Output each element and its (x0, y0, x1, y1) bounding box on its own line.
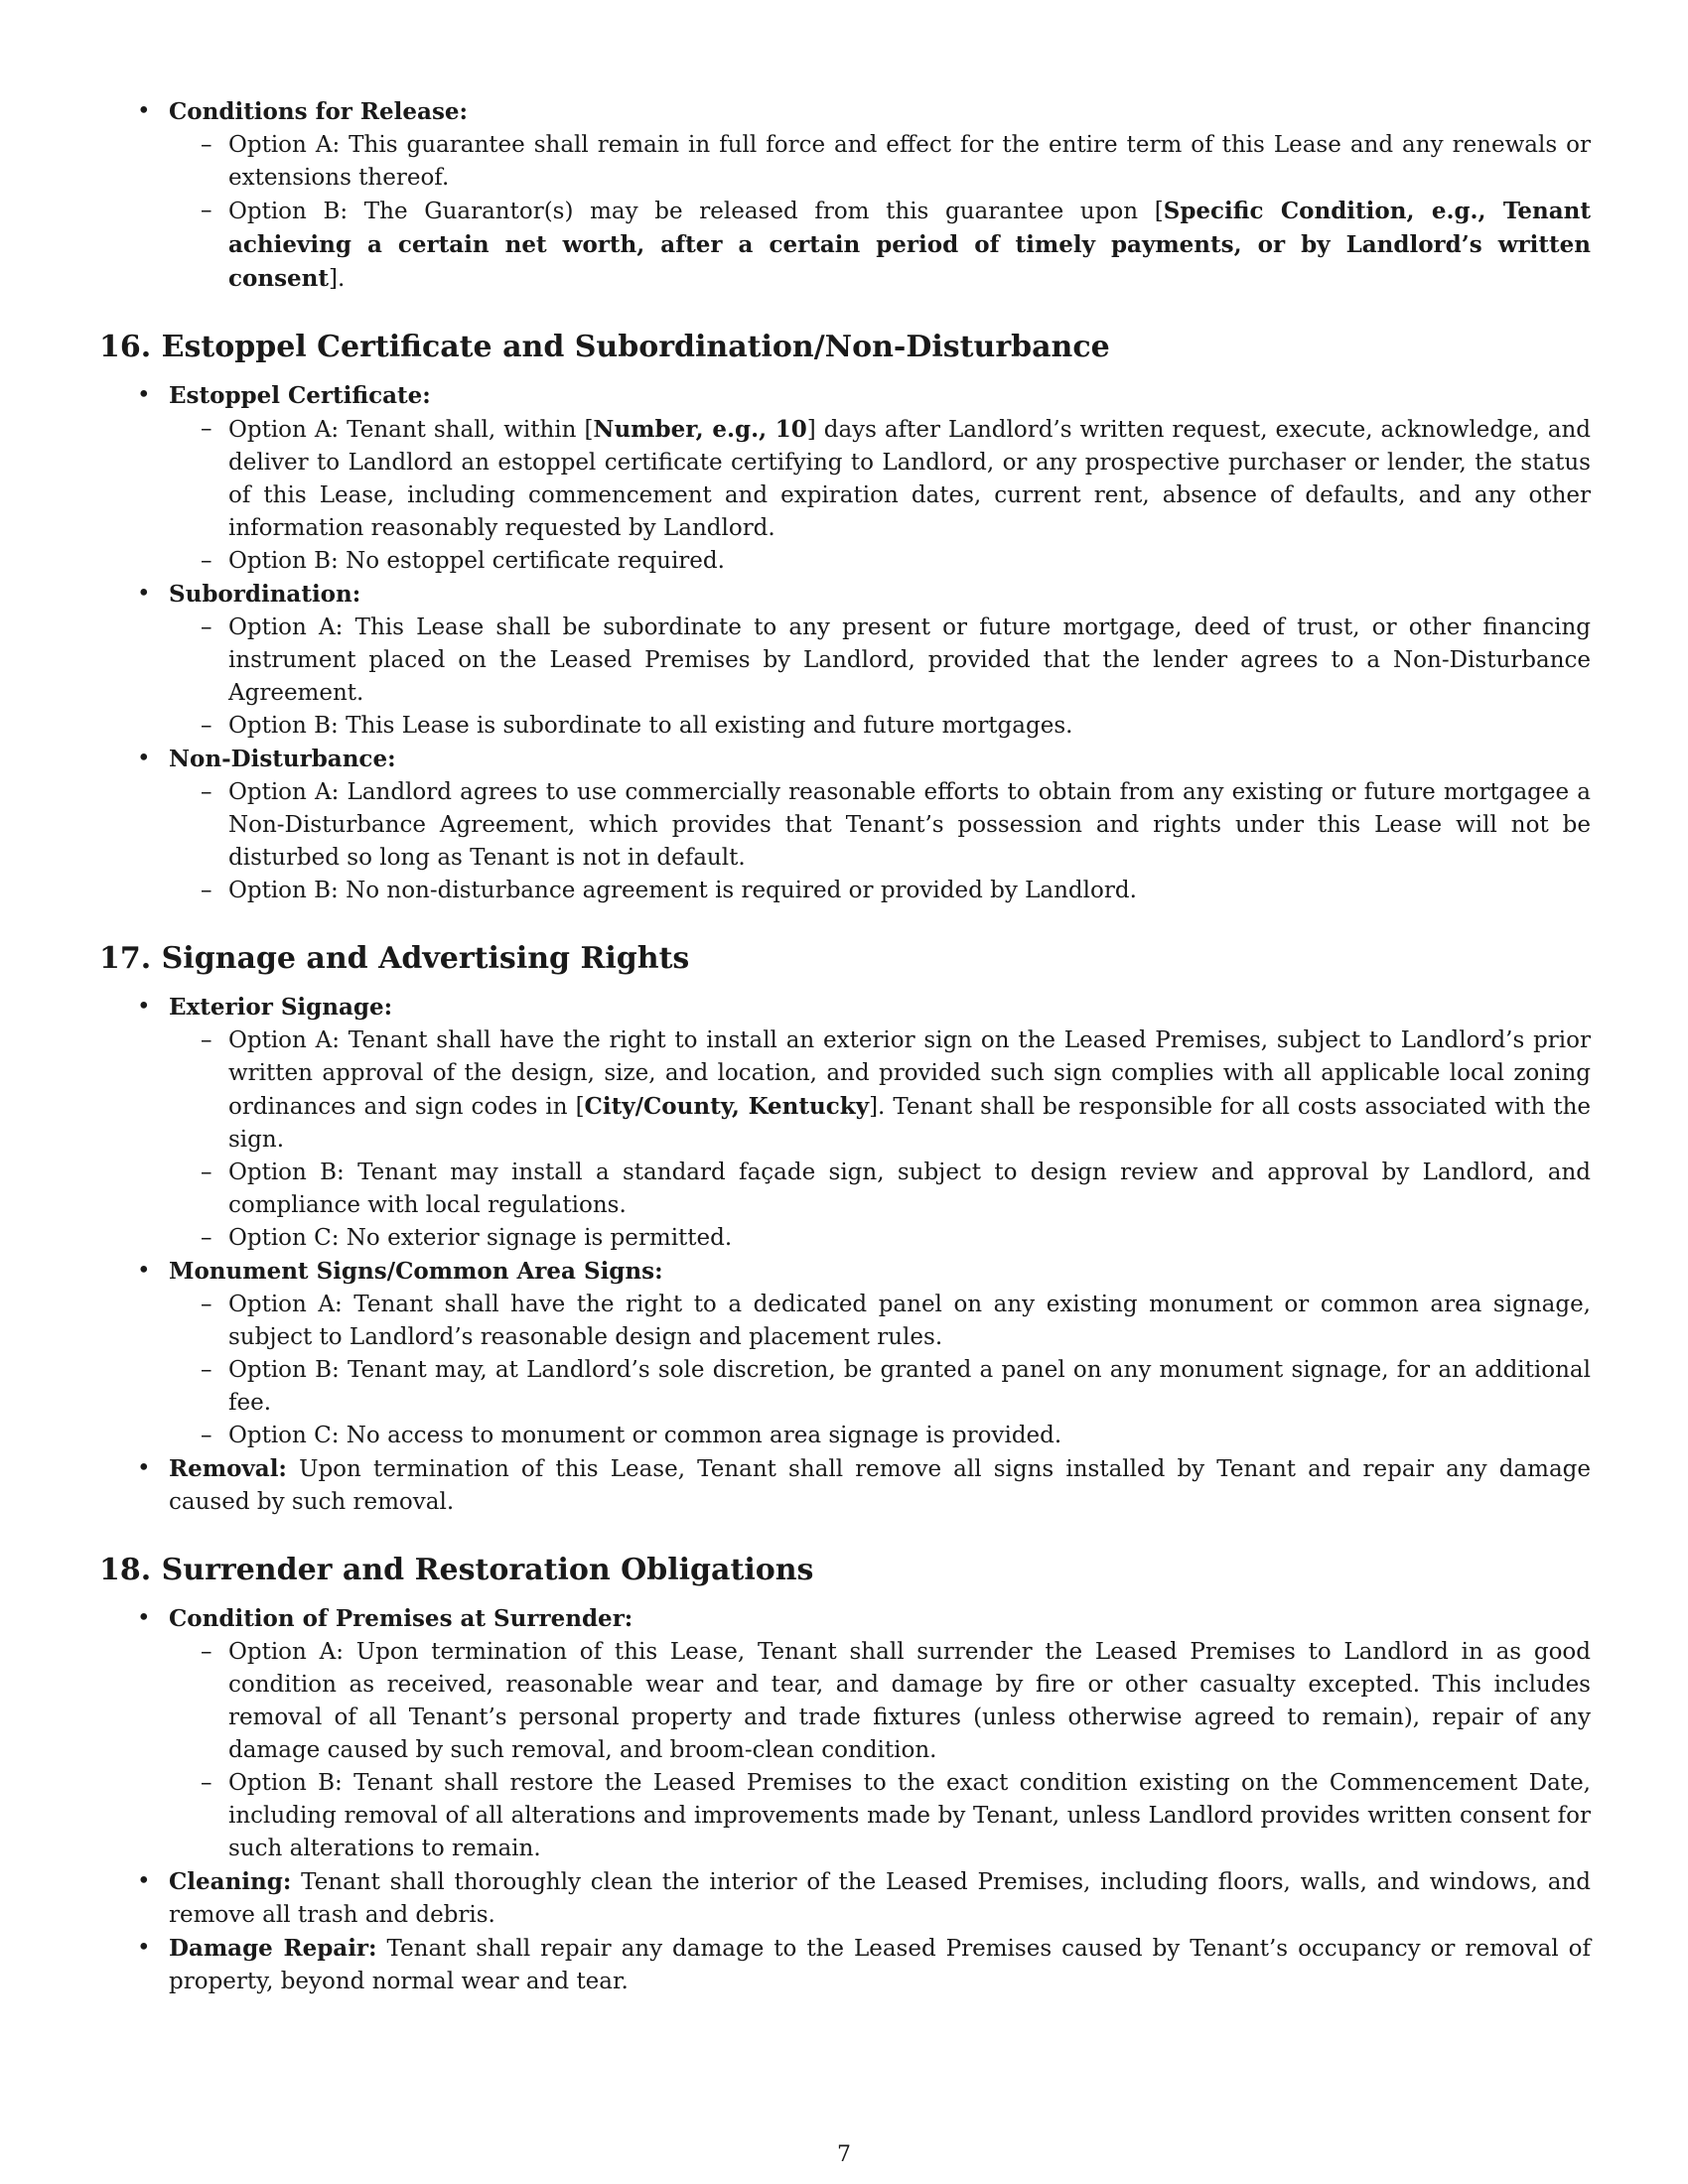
release-option-a: – Option A: This guarantee shall remain in full force and effect for the entire term of this Lease and any renewals or extensions thereof. (169, 129, 1591, 195)
non-disturbance-option-b: – Option B: No non-disturbance agreement is required or provided by Landlord. (169, 875, 1591, 907)
exterior-signage-label: Exterior Signage: (169, 994, 393, 1021)
monument-signs-label: Monument Signs/Common Area Signs: (169, 1258, 663, 1285)
release-option-b: – Option B: The Guarantor(s) may be released from this guarantee upon [Specific Condition, e.g., Tenant achieving a certain net worth, after a certain period of timely payments, or by Landlord’s written consent]. (169, 195, 1591, 296)
surrender-option-a: – Option A: Upon termination of this Lease, Tenant shall surrender the Leased Premises to Landlord in as good condition as received, reasonable wear and tear, and damage by fire or other casualty excepted. This includes removal of all Tenant’s personal property and trade fixtures (unless otherwise agreed to remain), repair of any damage caused by such removal, and broom-clean condition. (169, 1636, 1591, 1767)
non-disturbance-label: Non-Disturbance: (169, 746, 396, 772)
removal-text: Upon termination of this Lease, Tenant shall remove all signs installed by Tenant and repair any damage caused by such removal. (169, 1456, 1591, 1515)
exterior-option-b: – Option B: Tenant may install a standard façade sign, subject to design review and approval by Landlord, and compliance with local regulations. (169, 1157, 1591, 1222)
section-17 (99, 941, 1591, 1519)
non-disturbance-item (99, 743, 1591, 907)
cleaning-item (99, 1865, 1591, 1932)
surrender-option-b: – Option B: Tenant shall restore the Leased Premises to the exact condition existing on the Commencement Date, including removal of all alterations and improvements made by Tenant, unless Landlord provides written consent for such alterations to remain. (169, 1767, 1591, 1865)
estoppel-option-b: – Option B: No estoppel certificate required. (169, 545, 1591, 578)
cleaning-label: Cleaning: (169, 1868, 292, 1895)
release-conditions-label: Conditions for Release: (169, 98, 469, 125)
non-disturbance-option-a: – Option A: Landlord agrees to use commercially reasonable efforts to obtain from any existing or future mortgagee a Non-Disturbance Agreement, which provides that Tenant’s possession and rights under this Lease will not be disturbed so long as Tenant is not in default. (169, 776, 1591, 875)
section-16-title: 16. Estoppel Certificate and Subordination/Non-Disturbance (99, 330, 1110, 364)
monument-signs-item (99, 1255, 1591, 1452)
section-18-title: 18. Surrender and Restoration Obligations (99, 1553, 814, 1587)
guarantee-continuation (99, 95, 1591, 296)
monument-option-c: – Option C: No access to monument or common area signage is provided. (169, 1420, 1591, 1452)
damage-repair-item (99, 1932, 1591, 1998)
subordination-label: Subordination: (169, 581, 361, 608)
subordination-option-b: – Option B: This Lease is subordinate to all existing and future mortgages. (169, 710, 1591, 743)
page-number: 7 (837, 2142, 851, 2167)
exterior-signage-item (99, 991, 1591, 1255)
section-16 (99, 330, 1591, 907)
monument-option-b: – Option B: Tenant may, at Landlord’s sole discretion, be granted a panel on any monument signage, for an additional fee. (169, 1354, 1591, 1420)
release-conditions-item (99, 95, 1591, 296)
estoppel-item (99, 379, 1591, 578)
subordination-item (99, 578, 1591, 743)
removal-item (99, 1452, 1591, 1519)
removal-label: Removal: (169, 1455, 287, 1482)
subordination-option-a: – Option A: This Lease shall be subordinate to any present or future mortgage, deed of trust, or other financing instrument placed on the Leased Premises by Landlord, provided that the lender agrees to a Non-Disturbance Agreement. (169, 612, 1591, 710)
surrender-condition-item (99, 1602, 1591, 1865)
exterior-option-a: – Option A: Tenant shall have the right to install an exterior sign on the Leased Premises, subject to Landlord’s prior written approval of the design, size, and location, and provided such sign complies with all applicable local zoning ordinances and sign codes in [City/County, Kentucky]. Tenant shall be responsible for all costs associated with the sign. (169, 1024, 1591, 1157)
cleaning-text: Tenant shall thoroughly clean the interior of the Leased Premises, including floors, walls, and windows, and remove all trash and debris. (169, 1869, 1591, 1928)
section-18 (99, 1553, 1591, 1998)
monument-option-a: – Option A: Tenant shall have the right to a dedicated panel on any existing monument or common area signage, subject to Landlord’s reasonable design and placement rules. (169, 1289, 1591, 1354)
section-17-title: 17. Signage and Advertising Rights (99, 941, 690, 976)
estoppel-label: Estoppel Certificate: (169, 382, 431, 409)
estoppel-option-a: – Option A: Tenant shall, within [Number, e.g., 10] days after Landlord’s written request, execute, acknowledge, and deliver to Landlord an estoppel certificate certifying to Landlord, or any prospective purchaser or lender, the status of this Lease, including commencement and expiration dates, current rent, absence of defaults, and any other information reasonably requested by Landlord. (169, 413, 1591, 545)
surrender-condition-label: Condition of Premises at Surrender: (169, 1605, 633, 1632)
exterior-option-c: – Option C: No exterior signage is permitted. (169, 1222, 1591, 1255)
damage-repair-label: Damage Repair: (169, 1935, 377, 1962)
document-page (99, 95, 1591, 2032)
damage-repair-text: Tenant shall repair any damage to the Leased Premises caused by Tenant’s occupancy or removal of property, beyond normal wear and tear. (169, 1936, 1592, 1994)
